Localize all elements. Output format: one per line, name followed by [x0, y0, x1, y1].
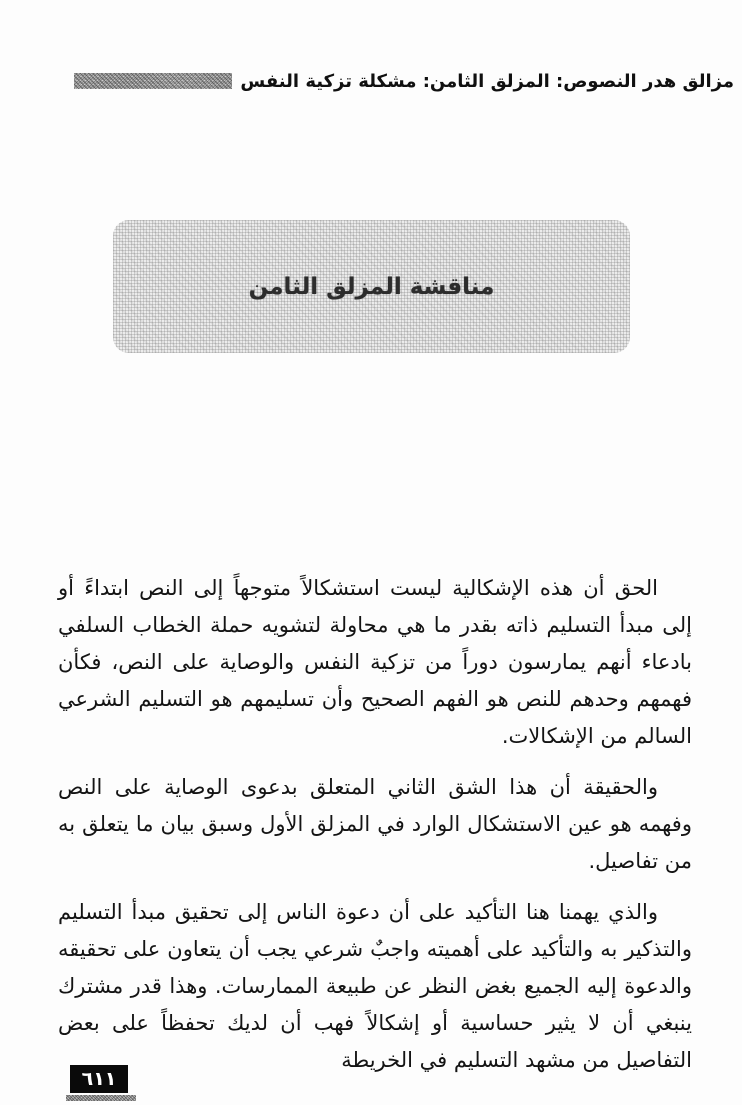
running-header-title: مزالق هدر النصوص: المزلق الثامن: مشكلة تزكية النفس: [240, 70, 734, 92]
body-text: [58, 570, 692, 1079]
paragraph-2: والحقيقة أن هذا الشق الثاني المتعلق بدعوى الوصاية على النص وفهمه هو عين الاستشكال الوارد في المزلق الأول وسبق بيان ما يتعلق به من تفاصيل.: [58, 775, 692, 873]
paragraph-1: الحق أن هذه الإشكالية ليست استشكالاً متوجهاً إلى النص ابتداءً أو إلى مبدأ التسليم ذاته بقدر ما هي محاولة لتشويه حملة الخطاب السلفي بادعاء أنهم يمارسون دوراً من تزكية النفس والوصاية على النص، فكأن فهمهم وحدهم للنص هو الفهم الصحيح وأن تسليمهم هو التسليم الشرعي السالم من الإشكالات.: [58, 576, 692, 748]
page-number-strip: [66, 1095, 136, 1101]
page-number: ٦١١: [81, 1068, 117, 1090]
header-decorative-bar: [74, 73, 232, 89]
page-header: [74, 68, 734, 94]
page-number-box: [70, 1065, 128, 1093]
chapter-title: مناقشة المزلق الثامن: [248, 273, 495, 300]
paragraph-3: والذي يهمنا هنا التأكيد على أن دعوة الناس إلى تحقيق مبدأ التسليم والتذكير به والتأكيد على أهميته واجبٌ شرعي يجب أن يتعاون على تحقيقه والدعوة إليه الجميع بغض النظر عن طبيعة الممارسات. وهذا قدر مشترك ينبغي أن لا يثير حساسية أو إشكالاً فهب أن لديك تحفظاً على بعض التفاصيل من مشهد التسليم في الخريطة: [58, 900, 692, 1072]
chapter-title-box: [113, 220, 630, 353]
